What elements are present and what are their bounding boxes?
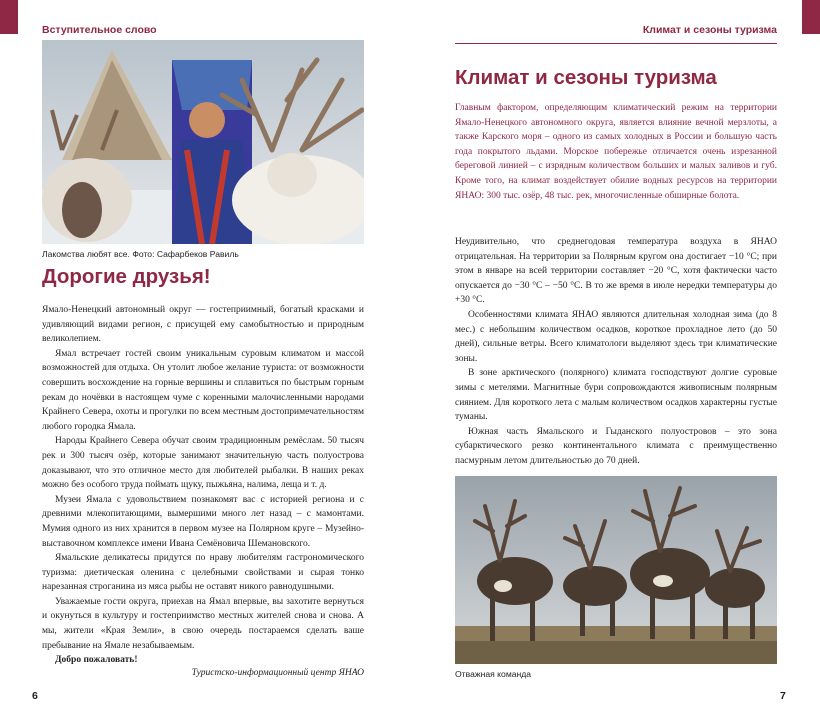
signature: Туристско-информационный центр ЯНАО bbox=[191, 668, 364, 678]
welcome-line: Добро пожаловать! bbox=[55, 655, 138, 666]
right-running-header: Климат и сезоны туризма bbox=[455, 23, 777, 44]
greeting-paragraph: Ямало-Ненецкий автономный округ — гостеприимный, богатый красками и удивляющий видами регион, с присущей ему самобытностью и природным великолепием. bbox=[42, 305, 364, 345]
right-photo-caption: Отважная команда bbox=[455, 669, 532, 679]
greeting-paragraph: Музеи Ямала с удовольствием познакомят вас с историей региона и с древними млекопитающими, вымершими много лет назад – с мамонтами. Мумия одного из них хранится в первом музее на Полярном круге – Музейно-выставочном комплексе имени Ивана Семёновича Шемановского. bbox=[42, 494, 364, 549]
right-page-tab bbox=[802, 0, 820, 34]
page-number-left: 6 bbox=[32, 690, 38, 702]
climate-paragraph: Особенностями климата ЯНАО являются длительная холодная зима (до 8 мес.) с небольшим количеством осадков, короткое прохладное лето (до 50 дней), сильные ветры. Всего климатологи выделяют здесь три климатические зоны. bbox=[455, 309, 777, 364]
climate-intro bbox=[455, 101, 777, 203]
greeting-heading: Дорогие друзья! bbox=[42, 265, 211, 288]
page-number-right: 7 bbox=[780, 690, 786, 702]
greeting-paragraph: Ямал встречает гостей своим уникальным суровым климатом и массой возможностей для отдыха. Он утолит любое желание туриста: от возможности совершить восхождение на горные вершины и сплавиться по быстрым горным рекам до ночёвки в настоящем чуме с коренными малочисленными народами Крайнего Севера, охоты и прогулки по всем местным достопримечательностям любого городка Ямала. bbox=[42, 348, 364, 432]
climate-paragraph: Южная часть Ямальского и Гыданского полуостровов – это зона субарктического резко континентального климата с преимущественно пасмурным летом длительностью до 70 дней. bbox=[455, 426, 777, 466]
climate-paragraph: В зоне арктического (полярного) климата господствуют долгие суровые зимы с метелями. Магнитные бури сопровождаются живописным полярным сиянием. Для короткого лета с малым количеством осадков характерны густые туманы. bbox=[455, 368, 777, 423]
girl-with-reindeer-photo bbox=[42, 40, 364, 244]
greeting-paragraph: Ямальские деликатесы придутся по нраву любителям гастрономического туризма: диетическая оленина с целебными свойствами и сырая тонко нарезанная строганина из мяса рыбы не оставят никого равнодушными. bbox=[42, 553, 364, 593]
left-photo-caption: Лакомства любят все. Фото: Сафарбеков Равиль bbox=[42, 249, 239, 259]
climate-heading: Климат и сезоны туризма bbox=[455, 66, 717, 89]
climate-intro-paragraph: Главным фактором, определяющим климатический режим на территории Ямало-Ненецкого автономного округа, является влияние вечной мерзлоты, а также Карского моря – одного из самых холодных в России и большую часть года покрытого льдами. Морское побережье отличается очень изрезанной береговой линией – с изрядным количеством больших и малых заливов и губ. Кроме того, на климат воздействует обилие водных ресурсов на территории ЯНАО: 300 тыс. озёр, 48 тыс. рек, многочисленные обширные болота. bbox=[455, 103, 777, 201]
greeting-paragraph: Уважаемые гости округа, приехав на Ямал впервые, вы захотите вернуться и окунуться в культуру и гостеприимство местных жителей снова и снова. А мы, жители «Края Земли», в свою очередь постараемся сделать ваше пребывание на Ямале незабываемым. bbox=[42, 596, 364, 651]
reindeer-team-photo bbox=[455, 476, 777, 664]
climate-body bbox=[455, 235, 777, 469]
greeting-paragraph: Народы Крайнего Севера обучат своим традиционным ремёслам. 50 тысяч рек и 300 тысяч озёр, которые занимают значительную часть полуострова доказывают, что это отличное место для любителей рыбалки. В наших реках можно без особого труда поймать щуку, пыжьяна, налима, леща и т. д. bbox=[42, 436, 364, 491]
left-running-header: Вступительное слово bbox=[42, 23, 364, 44]
greeting-body bbox=[42, 303, 364, 668]
climate-paragraph: Неудивительно, что среднегодовая температура воздуха в ЯНАО отрицательная. На территории за Полярным кругом она достигает −10 °С; при этом в январе на всей территории составляет −20 °С, хотя фактически часто опускается до −30 °С – −50 °С. В то же время в июле нередки температуры до +30 °С. bbox=[455, 237, 777, 306]
left-page-tab bbox=[0, 0, 18, 34]
